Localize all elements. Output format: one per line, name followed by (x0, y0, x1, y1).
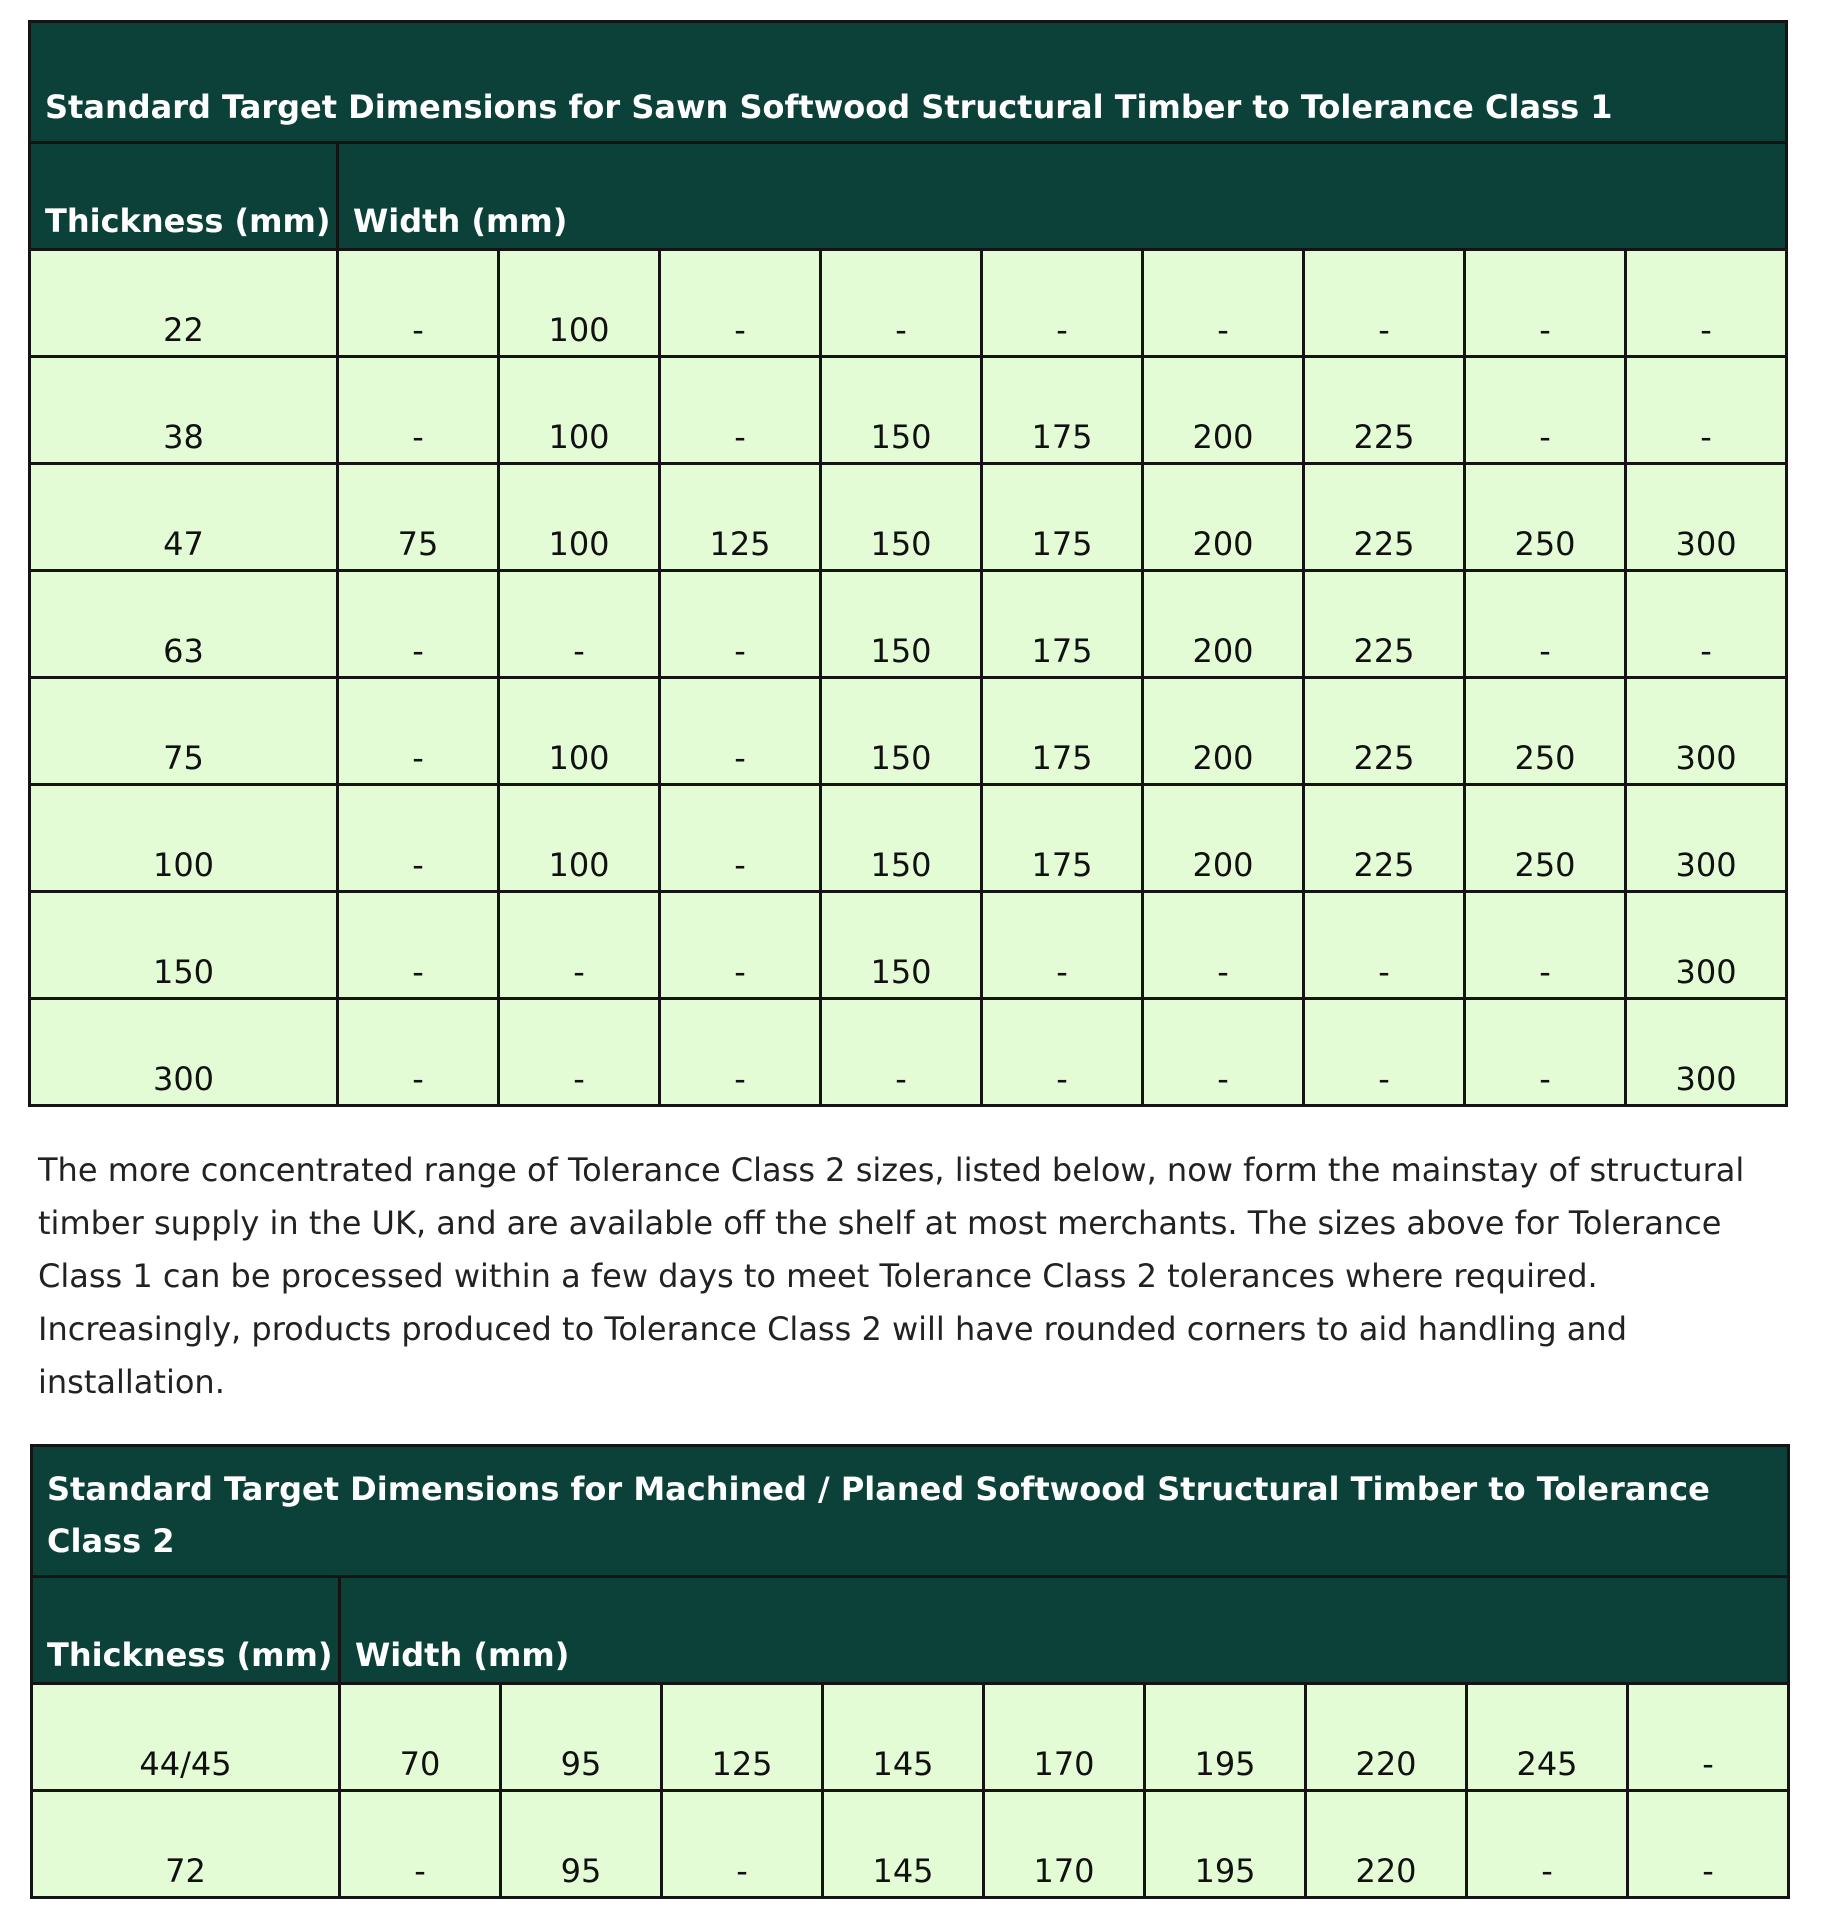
width-cell: 250 (1465, 678, 1626, 785)
width-cell: - (660, 571, 821, 678)
width-cell: 125 (662, 1684, 823, 1791)
width-cell: 100 (499, 785, 660, 892)
width-cell: - (1628, 1684, 1789, 1791)
table-row (30, 678, 1787, 785)
width-cell: - (1465, 999, 1626, 1106)
width-cell: - (338, 571, 499, 678)
width-cell: 170 (984, 1791, 1145, 1898)
width-cell: 95 (501, 1684, 662, 1791)
width-cell: 225 (1304, 571, 1465, 678)
width-cell: - (1304, 892, 1465, 999)
thickness-cell: 300 (30, 999, 338, 1106)
thickness-cell: 100 (30, 785, 338, 892)
width-cell: - (1626, 357, 1787, 464)
table-row (30, 250, 1787, 357)
width-cell: - (660, 999, 821, 1106)
thickness-cell: 44/45 (32, 1684, 340, 1791)
width-cell: 195 (1145, 1791, 1306, 1898)
width-cell: 70 (340, 1684, 501, 1791)
width-cell: - (660, 892, 821, 999)
width-cell: - (1304, 250, 1465, 357)
width-cell: 200 (1143, 571, 1304, 678)
width-cell: 195 (1145, 1684, 1306, 1791)
table-row (32, 1791, 1789, 1898)
width-cell: - (982, 999, 1143, 1106)
planed-timber-table (30, 1444, 1790, 1899)
width-cell: 225 (1304, 464, 1465, 571)
width-cell: - (499, 892, 660, 999)
table-row (30, 571, 1787, 678)
width-cell: - (499, 999, 660, 1106)
width-cell: 300 (1626, 892, 1787, 999)
width-cell: 75 (338, 464, 499, 571)
sawn-timber-table (28, 20, 1788, 1107)
width-cell: 100 (499, 357, 660, 464)
width-cell: - (1304, 999, 1465, 1106)
width-cell: 100 (499, 678, 660, 785)
width-cell: - (338, 357, 499, 464)
width-cell: - (821, 999, 982, 1106)
table-title: Standard Target Dimensions for Machined / Planed Softwood Structural Timber to Tolerance Class 2 (32, 1446, 1789, 1577)
table-row (32, 1684, 1789, 1791)
width-cell: - (1465, 357, 1626, 464)
table-body (30, 250, 1787, 1106)
table-row (30, 357, 1787, 464)
width-cell: 225 (1304, 357, 1465, 464)
width-cell: - (340, 1791, 501, 1898)
width-cell: - (1143, 999, 1304, 1106)
width-cell: 175 (982, 464, 1143, 571)
width-cell: - (1628, 1791, 1789, 1898)
width-cell: 250 (1465, 464, 1626, 571)
width-cell: 145 (823, 1791, 984, 1898)
width-cell: - (1467, 1791, 1628, 1898)
width-cell: - (1143, 250, 1304, 357)
width-cell: 200 (1143, 785, 1304, 892)
width-cell: 225 (1304, 678, 1465, 785)
width-cell: 200 (1143, 678, 1304, 785)
width-cell: - (1465, 892, 1626, 999)
width-cell: 125 (660, 464, 821, 571)
width-cell: - (982, 250, 1143, 357)
thickness-cell: 47 (30, 464, 338, 571)
width-cell: 220 (1306, 1684, 1467, 1791)
table-title: Standard Target Dimensions for Sawn Softwood Structural Timber to Tolerance Class 1 (30, 22, 1787, 143)
thickness-header: Thickness (mm) (30, 143, 338, 250)
width-cell: - (1626, 250, 1787, 357)
width-cell: 150 (821, 678, 982, 785)
width-cell: - (660, 785, 821, 892)
width-cell: - (1465, 571, 1626, 678)
width-cell: 175 (982, 678, 1143, 785)
width-header: Width (mm) (340, 1577, 1789, 1684)
width-cell: 170 (984, 1684, 1145, 1791)
width-cell: 95 (501, 1791, 662, 1898)
width-cell: - (660, 357, 821, 464)
width-cell: - (338, 250, 499, 357)
width-cell: - (1626, 571, 1787, 678)
description-paragraph: The more concentrated range of Tolerance Class 2 sizes, listed below, now form the mainstay of structural timber supply in the UK, and are available off the shelf at most merchants. The sizes above for Tolerance Class 1 can be processed within a few days to meet Tolerance Class 2 tolerances where required. Increasingly, products produced to Tolerance Class 2 will have rounded corners to aid handling and installation. (38, 1151, 1745, 1401)
width-cell: - (660, 250, 821, 357)
thickness-cell: 22 (30, 250, 338, 357)
thickness-cell: 75 (30, 678, 338, 785)
width-cell: 300 (1626, 464, 1787, 571)
width-cell: 150 (821, 464, 982, 571)
width-cell: 300 (1626, 999, 1787, 1106)
width-cell: 150 (821, 571, 982, 678)
table-row (30, 892, 1787, 999)
width-cell: 175 (982, 785, 1143, 892)
width-cell: - (499, 571, 660, 678)
table-row (30, 999, 1787, 1106)
thickness-cell: 63 (30, 571, 338, 678)
width-cell: 250 (1465, 785, 1626, 892)
width-cell: - (660, 678, 821, 785)
width-cell: - (1465, 250, 1626, 357)
width-cell: 100 (499, 250, 660, 357)
width-cell: - (982, 892, 1143, 999)
thickness-header: Thickness (mm) (32, 1577, 340, 1684)
table-body (32, 1684, 1789, 1898)
table-row (30, 785, 1787, 892)
width-cell: - (338, 892, 499, 999)
width-cell: 175 (982, 357, 1143, 464)
width-cell: 150 (821, 357, 982, 464)
width-cell: 145 (823, 1684, 984, 1791)
thickness-cell: 38 (30, 357, 338, 464)
width-cell: 175 (982, 571, 1143, 678)
thickness-cell: 150 (30, 892, 338, 999)
width-cell: 245 (1467, 1684, 1628, 1791)
width-cell: - (662, 1791, 823, 1898)
width-cell: 200 (1143, 357, 1304, 464)
width-cell: 300 (1626, 678, 1787, 785)
width-cell: 150 (821, 785, 982, 892)
width-cell: - (1143, 892, 1304, 999)
width-cell: 225 (1304, 785, 1465, 892)
thickness-cell: 72 (32, 1791, 340, 1898)
width-header: Width (mm) (338, 143, 1787, 250)
width-cell: - (821, 250, 982, 357)
width-cell: - (338, 785, 499, 892)
width-cell: 200 (1143, 464, 1304, 571)
width-cell: 300 (1626, 785, 1787, 892)
table-row (30, 464, 1787, 571)
width-cell: 150 (821, 892, 982, 999)
width-cell: - (338, 999, 499, 1106)
width-cell: 100 (499, 464, 660, 571)
width-cell: - (338, 678, 499, 785)
width-cell: 220 (1306, 1791, 1467, 1898)
